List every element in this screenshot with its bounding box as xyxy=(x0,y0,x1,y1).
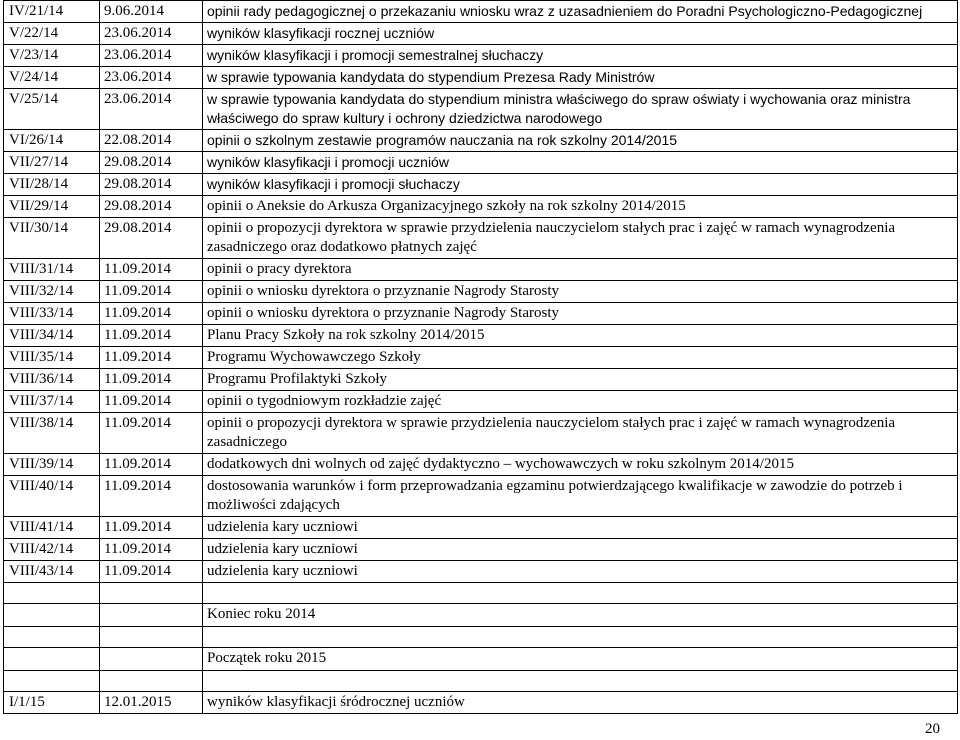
resolution-description: wyników klasyfikacji i promocji uczniów xyxy=(203,152,958,174)
resolution-number: V/25/14 xyxy=(4,89,100,130)
resolution-description: opinii o wniosku dyrektora o przyznanie Nagrody Starosty xyxy=(203,281,958,303)
blank-row xyxy=(4,583,958,604)
table-row xyxy=(4,303,958,325)
resolutions-table xyxy=(3,0,958,714)
resolution-number: V/23/14 xyxy=(4,45,100,67)
resolution-date: 22.08.2014 xyxy=(100,130,203,152)
resolution-number: VIII/37/14 xyxy=(4,391,100,413)
resolution-date: 29.08.2014 xyxy=(100,196,203,218)
resolution-number: I/1/15 xyxy=(4,692,100,714)
resolution-number: VII/30/14 xyxy=(4,218,100,259)
resolution-description: opinii o propozycji dyrektora w sprawie przydzielenia nauczycielom stałych prac i zajęć w ramach wynagrodzenia zasadniczego oraz dodatkowo płatnych zajęć xyxy=(203,218,958,259)
resolution-number: VIII/39/14 xyxy=(4,454,100,476)
resolution-date: 11.09.2014 xyxy=(100,476,203,517)
table-row xyxy=(4,561,958,583)
resolution-date: 11.09.2014 xyxy=(100,259,203,281)
table-row xyxy=(4,67,958,89)
resolution-date: 23.06.2014 xyxy=(100,89,203,130)
resolution-date: 11.09.2014 xyxy=(100,281,203,303)
resolution-description: Programu Wychowawczego Szkoły xyxy=(203,347,958,369)
resolution-date: 11.09.2014 xyxy=(100,303,203,325)
resolution-date: 29.08.2014 xyxy=(100,174,203,196)
resolution-number: IV/21/14 xyxy=(4,1,100,23)
table-row xyxy=(4,89,958,130)
resolution-description: opinii o szkolnym zestawie programów nauczania na rok szkolny 2014/2015 xyxy=(203,130,958,152)
resolution-description: opinii o wniosku dyrektora o przyznanie Nagrody Starosty xyxy=(203,303,958,325)
end-of-year-label: Koniec roku 2014 xyxy=(203,604,958,627)
resolution-number: VI/26/14 xyxy=(4,130,100,152)
start-of-year-label: Początek roku 2015 xyxy=(203,648,958,671)
resolution-description: opinii o pracy dyrektora xyxy=(203,259,958,281)
resolution-date: 23.06.2014 xyxy=(100,45,203,67)
resolution-description: opinii rady pedagogicznej o przekazaniu wniosku wraz z uzasadnieniem do Poradni Psychologiczno-Pedagogicznej xyxy=(203,1,958,23)
resolution-date: 11.09.2014 xyxy=(100,561,203,583)
resolution-number: VIII/42/14 xyxy=(4,539,100,561)
resolution-number: VIII/31/14 xyxy=(4,259,100,281)
resolution-description: udzielenia kary uczniowi xyxy=(203,517,958,539)
resolution-date: 11.09.2014 xyxy=(100,347,203,369)
table-row xyxy=(4,413,958,454)
table-row xyxy=(4,454,958,476)
blank-row xyxy=(4,627,958,648)
resolutions-table-body xyxy=(4,1,958,583)
resolution-number: VIII/40/14 xyxy=(4,476,100,517)
resolution-description: w sprawie typowania kandydata do stypendium ministra właściwego do spraw oświaty i wychowania oraz ministra właściwego do spraw kultury i ochrony dziedzictwa narodowego xyxy=(203,89,958,130)
resolution-number: VII/29/14 xyxy=(4,196,100,218)
resolution-number: VIII/43/14 xyxy=(4,561,100,583)
resolution-date: 11.09.2014 xyxy=(100,454,203,476)
table-row xyxy=(4,130,958,152)
resolution-date: 11.09.2014 xyxy=(100,325,203,347)
table-row xyxy=(4,347,958,369)
resolution-number: VIII/32/14 xyxy=(4,281,100,303)
table-row xyxy=(4,1,958,23)
table-row xyxy=(4,45,958,67)
resolution-date: 9.06.2014 xyxy=(100,1,203,23)
resolution-description: opinii o tygodniowym rozkładzie zajęć xyxy=(203,391,958,413)
year-separator-section xyxy=(4,583,958,714)
resolution-date: 11.09.2014 xyxy=(100,517,203,539)
resolution-date: 11.09.2014 xyxy=(100,369,203,391)
resolution-description: w sprawie typowania kandydata do stypendium Prezesa Rady Ministrów xyxy=(203,67,958,89)
table-row xyxy=(4,218,958,259)
resolution-description: wyników klasyfikacji śródrocznej uczniów xyxy=(203,692,958,714)
table-row xyxy=(4,259,958,281)
resolution-number: VII/27/14 xyxy=(4,152,100,174)
end-of-year-row xyxy=(4,604,958,627)
resolution-description: wyników klasyfikacji i promocji semestralnej słuchaczy xyxy=(203,45,958,67)
resolution-date: 29.08.2014 xyxy=(100,218,203,259)
table-row xyxy=(4,369,958,391)
resolution-date: 23.06.2014 xyxy=(100,67,203,89)
resolution-number: VIII/33/14 xyxy=(4,303,100,325)
table-row xyxy=(4,196,958,218)
resolution-description: Programu Profilaktyki Szkoły xyxy=(203,369,958,391)
resolution-number: VIII/36/14 xyxy=(4,369,100,391)
resolution-number: VIII/34/14 xyxy=(4,325,100,347)
table-row xyxy=(4,23,958,45)
table-row xyxy=(4,391,958,413)
resolution-date: 11.09.2014 xyxy=(100,391,203,413)
resolution-description: udzielenia kary uczniowi xyxy=(203,561,958,583)
table-row xyxy=(4,152,958,174)
resolution-number: V/22/14 xyxy=(4,23,100,45)
resolution-number: V/24/14 xyxy=(4,67,100,89)
resolution-description: opinii o propozycji dyrektora w sprawie przydzielenia nauczycielom stałych prac i zajęć w ramach wynagrodzenia zasadniczego xyxy=(203,413,958,454)
blank-row xyxy=(4,671,958,692)
resolution-number: VIII/38/14 xyxy=(4,413,100,454)
resolution-description: dostosowania warunków i form przeprowadzania egzaminu potwierdzającego kwalifikacje w zawodzie do potrzeb i możliwości zdających xyxy=(203,476,958,517)
table-row xyxy=(4,325,958,347)
resolution-description: dodatkowych dni wolnych od zajęć dydaktyczno – wychowawczych w roku szkolnym 2014/2015 xyxy=(203,454,958,476)
resolution-date: 11.09.2014 xyxy=(100,413,203,454)
start-of-year-row xyxy=(4,648,958,671)
resolution-description: Planu Pracy Szkoły na rok szkolny 2014/2015 xyxy=(203,325,958,347)
table-row xyxy=(4,539,958,561)
resolution-date: 23.06.2014 xyxy=(100,23,203,45)
resolution-description: udzielenia kary uczniowi xyxy=(203,539,958,561)
resolution-number: VIII/35/14 xyxy=(4,347,100,369)
resolution-number: VII/28/14 xyxy=(4,174,100,196)
resolution-number: VIII/41/14 xyxy=(4,517,100,539)
resolution-description: opinii o Aneksie do Arkusza Organizacyjnego szkoły na rok szkolny 2014/2015 xyxy=(203,196,958,218)
table-row xyxy=(4,281,958,303)
resolution-description: wyników klasyfikacji rocznej uczniów xyxy=(203,23,958,45)
resolution-description: wyników klasyfikacji i promocji słuchaczy xyxy=(203,174,958,196)
page-number: 20 xyxy=(925,721,940,737)
resolution-date: 29.08.2014 xyxy=(100,152,203,174)
table-row xyxy=(4,692,958,714)
resolution-date: 11.09.2014 xyxy=(100,539,203,561)
table-row xyxy=(4,517,958,539)
table-row xyxy=(4,174,958,196)
resolution-date: 12.01.2015 xyxy=(100,692,203,714)
table-row xyxy=(4,476,958,517)
